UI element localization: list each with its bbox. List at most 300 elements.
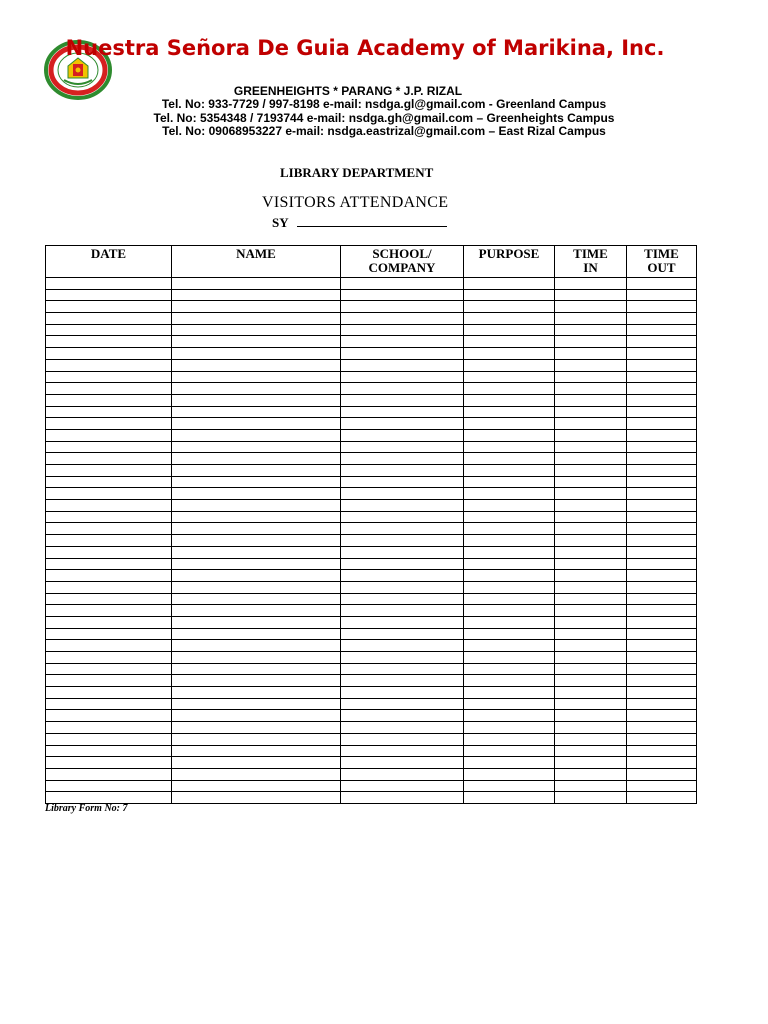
table-cell[interactable] <box>46 570 172 582</box>
table-cell[interactable] <box>555 710 627 722</box>
table-cell[interactable] <box>46 418 172 430</box>
table-cell[interactable] <box>172 523 341 535</box>
table-cell[interactable] <box>46 768 172 780</box>
table-cell[interactable] <box>555 453 627 465</box>
table-cell[interactable] <box>464 359 555 371</box>
table-cell[interactable] <box>341 336 464 348</box>
table-cell[interactable] <box>341 418 464 430</box>
table-row <box>46 628 697 640</box>
table-cell[interactable] <box>341 792 464 804</box>
table-cell[interactable] <box>172 465 341 477</box>
table-cell[interactable] <box>172 500 341 512</box>
table-cell[interactable] <box>627 418 697 430</box>
table-row <box>46 768 697 780</box>
table-cell[interactable] <box>172 605 341 617</box>
table-cell[interactable] <box>172 733 341 745</box>
table-cell[interactable] <box>555 570 627 582</box>
table-cell[interactable] <box>341 465 464 477</box>
table-cell[interactable] <box>627 605 697 617</box>
table-cell[interactable] <box>555 394 627 406</box>
table-cell[interactable] <box>172 371 341 383</box>
table-cell[interactable] <box>341 476 464 488</box>
table-cell[interactable] <box>464 429 555 441</box>
table-cell[interactable] <box>341 289 464 301</box>
table-cell[interactable] <box>555 581 627 593</box>
table-row <box>46 745 697 757</box>
table-cell[interactable] <box>341 593 464 605</box>
table-cell[interactable] <box>555 558 627 570</box>
table-cell[interactable] <box>172 511 341 523</box>
table-cell[interactable] <box>464 371 555 383</box>
table-cell[interactable] <box>627 359 697 371</box>
table-cell[interactable] <box>555 687 627 699</box>
table-cell[interactable] <box>341 675 464 687</box>
table-cell[interactable] <box>464 640 555 652</box>
table-cell[interactable] <box>464 278 555 290</box>
table-cell[interactable] <box>46 745 172 757</box>
form-title: VISITORS ATTENDANCE <box>262 194 449 211</box>
table-cell[interactable] <box>172 640 341 652</box>
table-cell[interactable] <box>627 745 697 757</box>
table-cell[interactable] <box>341 278 464 290</box>
table-cell[interactable] <box>464 581 555 593</box>
table-cell[interactable] <box>46 698 172 710</box>
table-cell[interactable] <box>172 616 341 628</box>
table-cell[interactable] <box>46 453 172 465</box>
table-cell[interactable] <box>627 792 697 804</box>
table-cell[interactable] <box>341 581 464 593</box>
table-cell[interactable] <box>341 371 464 383</box>
table-cell[interactable] <box>172 301 341 313</box>
table-cell[interactable] <box>464 453 555 465</box>
table-cell[interactable] <box>46 301 172 313</box>
table-cell[interactable] <box>627 616 697 628</box>
table-cell[interactable] <box>341 383 464 395</box>
table-cell[interactable] <box>555 278 627 290</box>
table-cell[interactable] <box>627 722 697 734</box>
table-cell[interactable] <box>46 605 172 617</box>
table-cell[interactable] <box>627 324 697 336</box>
table-cell[interactable] <box>555 593 627 605</box>
table-cell[interactable] <box>341 488 464 500</box>
table-cell[interactable] <box>341 348 464 360</box>
table-cell[interactable] <box>555 301 627 313</box>
table-cell[interactable] <box>46 441 172 453</box>
table-cell[interactable] <box>172 359 341 371</box>
table-cell[interactable] <box>172 652 341 664</box>
table-cell[interactable] <box>341 768 464 780</box>
table-cell[interactable] <box>464 465 555 477</box>
table-cell[interactable] <box>464 722 555 734</box>
table-cell[interactable] <box>341 301 464 313</box>
table-row <box>46 429 697 441</box>
table-cell[interactable] <box>627 394 697 406</box>
table-cell[interactable] <box>464 523 555 535</box>
table-row <box>46 278 697 290</box>
table-cell[interactable] <box>172 313 341 325</box>
table-cell[interactable] <box>46 757 172 769</box>
table-cell[interactable] <box>46 710 172 722</box>
table-cell[interactable] <box>555 535 627 547</box>
table-cell[interactable] <box>555 511 627 523</box>
table-cell[interactable] <box>341 406 464 418</box>
table-cell[interactable] <box>627 406 697 418</box>
table-cell[interactable] <box>341 663 464 675</box>
table-cell[interactable] <box>464 511 555 523</box>
table-cell[interactable] <box>464 570 555 582</box>
table-cell[interactable] <box>555 289 627 301</box>
table-row <box>46 698 697 710</box>
table-row <box>46 570 697 582</box>
table-cell[interactable] <box>341 710 464 722</box>
table-cell[interactable] <box>172 570 341 582</box>
table-cell[interactable] <box>172 406 341 418</box>
table-cell[interactable] <box>555 500 627 512</box>
table-cell[interactable] <box>464 476 555 488</box>
table-cell[interactable] <box>46 558 172 570</box>
table-cell[interactable] <box>555 476 627 488</box>
table-cell[interactable] <box>627 558 697 570</box>
table-cell[interactable] <box>555 757 627 769</box>
table-cell[interactable] <box>627 546 697 558</box>
table-cell[interactable] <box>464 792 555 804</box>
table-cell[interactable] <box>172 324 341 336</box>
contact-line-greenland: Tel. No: 933-7729 / 997-8198 e-mail: nsdga.gl@gmail.com - Greenland Campus <box>161 97 607 111</box>
table-cell[interactable] <box>341 722 464 734</box>
table-cell[interactable] <box>627 511 697 523</box>
table-cell[interactable] <box>46 324 172 336</box>
table-cell[interactable] <box>172 394 341 406</box>
table-cell[interactable] <box>627 336 697 348</box>
table-cell[interactable] <box>555 371 627 383</box>
table-cell[interactable] <box>46 780 172 792</box>
table-cell[interactable] <box>627 570 697 582</box>
table-cell[interactable] <box>46 616 172 628</box>
table-cell[interactable] <box>341 394 464 406</box>
table-cell[interactable] <box>341 546 464 558</box>
table-cell[interactable] <box>172 581 341 593</box>
table-cell[interactable] <box>46 628 172 640</box>
table-cell[interactable] <box>555 359 627 371</box>
table-cell[interactable] <box>627 628 697 640</box>
table-row <box>46 535 697 547</box>
table-cell[interactable] <box>46 278 172 290</box>
table-cell[interactable] <box>464 652 555 664</box>
table-cell[interactable] <box>464 313 555 325</box>
table-cell[interactable] <box>464 488 555 500</box>
table-cell[interactable] <box>627 523 697 535</box>
table-cell[interactable] <box>627 278 697 290</box>
table-cell[interactable] <box>46 348 172 360</box>
table-cell[interactable] <box>555 675 627 687</box>
table-cell[interactable] <box>172 278 341 290</box>
table-cell[interactable] <box>464 628 555 640</box>
table-cell[interactable] <box>172 792 341 804</box>
table-header-row <box>46 246 697 278</box>
table-cell[interactable] <box>46 722 172 734</box>
table-cell[interactable] <box>464 675 555 687</box>
table-cell[interactable] <box>555 792 627 804</box>
table-cell[interactable] <box>555 605 627 617</box>
table-cell[interactable] <box>172 418 341 430</box>
table-cell[interactable] <box>172 476 341 488</box>
table-cell[interactable] <box>464 301 555 313</box>
table-cell[interactable] <box>46 593 172 605</box>
table-cell[interactable] <box>627 757 697 769</box>
table-cell[interactable] <box>627 593 697 605</box>
table-cell[interactable] <box>464 687 555 699</box>
table-cell[interactable] <box>341 745 464 757</box>
table-cell[interactable] <box>464 535 555 547</box>
table-cell[interactable] <box>555 663 627 675</box>
table-cell[interactable] <box>627 313 697 325</box>
table-row <box>46 313 697 325</box>
table-cell[interactable] <box>464 348 555 360</box>
table-cell[interactable] <box>464 383 555 395</box>
column-header-purpose: PURPOSE <box>464 246 555 278</box>
table-cell[interactable] <box>46 535 172 547</box>
table-cell[interactable] <box>341 359 464 371</box>
table-cell[interactable] <box>46 313 172 325</box>
table-cell[interactable] <box>627 488 697 500</box>
table-cell[interactable] <box>627 453 697 465</box>
table-cell[interactable] <box>172 336 341 348</box>
table-cell[interactable] <box>172 687 341 699</box>
table-cell[interactable] <box>627 652 697 664</box>
table-cell[interactable] <box>46 383 172 395</box>
table-cell[interactable] <box>172 698 341 710</box>
table-cell[interactable] <box>341 605 464 617</box>
table-cell[interactable] <box>172 710 341 722</box>
table-cell[interactable] <box>464 780 555 792</box>
table-cell[interactable] <box>341 511 464 523</box>
table-cell[interactable] <box>341 780 464 792</box>
table-cell[interactable] <box>341 324 464 336</box>
table-cell[interactable] <box>627 768 697 780</box>
table-cell[interactable] <box>464 558 555 570</box>
table-cell[interactable] <box>555 628 627 640</box>
table-cell[interactable] <box>464 663 555 675</box>
table-cell[interactable] <box>555 546 627 558</box>
table-cell[interactable] <box>464 500 555 512</box>
table-cell[interactable] <box>627 663 697 675</box>
table-cell[interactable] <box>627 710 697 722</box>
table-cell[interactable] <box>627 780 697 792</box>
table-row <box>46 593 697 605</box>
table-cell[interactable] <box>555 733 627 745</box>
table-cell[interactable] <box>627 289 697 301</box>
table-cell[interactable] <box>627 465 697 477</box>
table-cell[interactable] <box>341 535 464 547</box>
table-cell[interactable] <box>555 383 627 395</box>
contact-line-east-rizal: Tel. No: 09068953227 e-mail: nsdga.eastrizal@gmail.com – East Rizal Campus <box>162 124 606 138</box>
table-cell[interactable] <box>46 476 172 488</box>
table-cell[interactable] <box>341 616 464 628</box>
table-cell[interactable] <box>555 722 627 734</box>
table-cell[interactable] <box>172 558 341 570</box>
table-cell[interactable] <box>341 628 464 640</box>
table-cell[interactable] <box>555 406 627 418</box>
table-cell[interactable] <box>627 476 697 488</box>
table-cell[interactable] <box>627 500 697 512</box>
table-cell[interactable] <box>627 581 697 593</box>
table-cell[interactable] <box>172 348 341 360</box>
table-cell[interactable] <box>464 768 555 780</box>
table-cell[interactable] <box>341 500 464 512</box>
table-cell[interactable] <box>46 465 172 477</box>
table-cell[interactable] <box>46 675 172 687</box>
table-cell[interactable] <box>46 523 172 535</box>
table-cell[interactable] <box>627 675 697 687</box>
table-cell[interactable] <box>46 289 172 301</box>
table-cell[interactable] <box>172 663 341 675</box>
table-cell[interactable] <box>464 336 555 348</box>
table-cell[interactable] <box>464 324 555 336</box>
table-row <box>46 687 697 699</box>
table-cell[interactable] <box>172 768 341 780</box>
table-cell[interactable] <box>464 710 555 722</box>
table-cell[interactable] <box>46 336 172 348</box>
table-cell[interactable] <box>464 394 555 406</box>
table-cell[interactable] <box>46 500 172 512</box>
table-cell[interactable] <box>555 313 627 325</box>
table-cell[interactable] <box>46 652 172 664</box>
table-cell[interactable] <box>627 383 697 395</box>
table-cell[interactable] <box>555 488 627 500</box>
table-cell[interactable] <box>555 745 627 757</box>
table-cell[interactable] <box>464 605 555 617</box>
table-cell[interactable] <box>46 429 172 441</box>
table-cell[interactable] <box>172 488 341 500</box>
table-cell[interactable] <box>555 465 627 477</box>
table-cell[interactable] <box>172 441 341 453</box>
table-cell[interactable] <box>555 616 627 628</box>
table-cell[interactable] <box>172 780 341 792</box>
table-cell[interactable] <box>555 640 627 652</box>
table-cell[interactable] <box>627 429 697 441</box>
school-year-label: SY <box>272 215 289 230</box>
table-cell[interactable] <box>555 652 627 664</box>
table-cell[interactable] <box>172 675 341 687</box>
table-cell[interactable] <box>172 757 341 769</box>
table-cell[interactable] <box>46 406 172 418</box>
table-cell[interactable] <box>172 593 341 605</box>
table-row <box>46 652 697 664</box>
table-cell[interactable] <box>172 289 341 301</box>
table-cell[interactable] <box>555 348 627 360</box>
table-cell[interactable] <box>555 523 627 535</box>
table-cell[interactable] <box>627 301 697 313</box>
table-cell[interactable] <box>464 698 555 710</box>
table-cell[interactable] <box>341 733 464 745</box>
table-cell[interactable] <box>46 792 172 804</box>
table-cell[interactable] <box>627 371 697 383</box>
table-cell[interactable] <box>464 745 555 757</box>
table-row <box>46 500 697 512</box>
table-cell[interactable] <box>464 289 555 301</box>
table-cell[interactable] <box>46 511 172 523</box>
table-cell[interactable] <box>46 663 172 675</box>
table-cell[interactable] <box>627 441 697 453</box>
table-cell[interactable] <box>341 429 464 441</box>
table-row <box>46 359 697 371</box>
table-cell[interactable] <box>46 733 172 745</box>
table-cell[interactable] <box>555 324 627 336</box>
table-cell[interactable] <box>555 441 627 453</box>
table-cell[interactable] <box>464 406 555 418</box>
table-cell[interactable] <box>172 429 341 441</box>
visitors-attendance-table <box>45 245 697 804</box>
table-cell[interactable] <box>341 698 464 710</box>
table-cell[interactable] <box>172 628 341 640</box>
table-cell[interactable] <box>46 581 172 593</box>
table-row <box>46 406 697 418</box>
table-cell[interactable] <box>46 546 172 558</box>
table-cell[interactable] <box>555 780 627 792</box>
table-cell[interactable] <box>627 698 697 710</box>
table-cell[interactable] <box>341 441 464 453</box>
table-cell[interactable] <box>172 383 341 395</box>
table-cell[interactable] <box>627 535 697 547</box>
table-cell[interactable] <box>464 546 555 558</box>
table-cell[interactable] <box>627 687 697 699</box>
table-cell[interactable] <box>172 722 341 734</box>
table-cell[interactable] <box>464 733 555 745</box>
table-cell[interactable] <box>341 652 464 664</box>
table-cell[interactable] <box>341 523 464 535</box>
table-row <box>46 453 697 465</box>
table-cell[interactable] <box>464 418 555 430</box>
table-cell[interactable] <box>555 418 627 430</box>
table-cell[interactable] <box>627 348 697 360</box>
table-cell[interactable] <box>555 429 627 441</box>
table-cell[interactable] <box>464 616 555 628</box>
table-cell[interactable] <box>555 768 627 780</box>
school-name: Nuestra Señora De Guia Academy of Marikina, Inc. <box>65 36 665 60</box>
school-address: GREENHEIGHTS * PARANG * J.P. RIZAL <box>233 84 463 98</box>
table-cell[interactable] <box>46 359 172 371</box>
table-cell[interactable] <box>464 757 555 769</box>
table-cell[interactable] <box>341 570 464 582</box>
table-cell[interactable] <box>46 394 172 406</box>
table-cell[interactable] <box>555 336 627 348</box>
department-title: LIBRARY DEPARTMENT <box>280 165 434 180</box>
table-cell[interactable] <box>172 745 341 757</box>
table-cell[interactable] <box>46 488 172 500</box>
table-cell[interactable] <box>46 640 172 652</box>
table-cell[interactable] <box>627 733 697 745</box>
table-row <box>46 418 697 430</box>
table-cell[interactable] <box>46 371 172 383</box>
table-cell[interactable] <box>464 593 555 605</box>
table-cell[interactable] <box>341 453 464 465</box>
school-year-blank[interactable] <box>297 214 447 227</box>
table-cell[interactable] <box>341 640 464 652</box>
table-cell[interactable] <box>464 441 555 453</box>
table-cell[interactable] <box>555 698 627 710</box>
table-cell[interactable] <box>627 640 697 652</box>
table-cell[interactable] <box>46 687 172 699</box>
table-cell[interactable] <box>172 546 341 558</box>
table-cell[interactable] <box>341 757 464 769</box>
table-cell[interactable] <box>172 535 341 547</box>
table-row <box>46 616 697 628</box>
table-cell[interactable] <box>341 558 464 570</box>
table-cell[interactable] <box>172 453 341 465</box>
table-cell[interactable] <box>341 687 464 699</box>
table-row <box>46 511 697 523</box>
table-cell[interactable] <box>341 313 464 325</box>
